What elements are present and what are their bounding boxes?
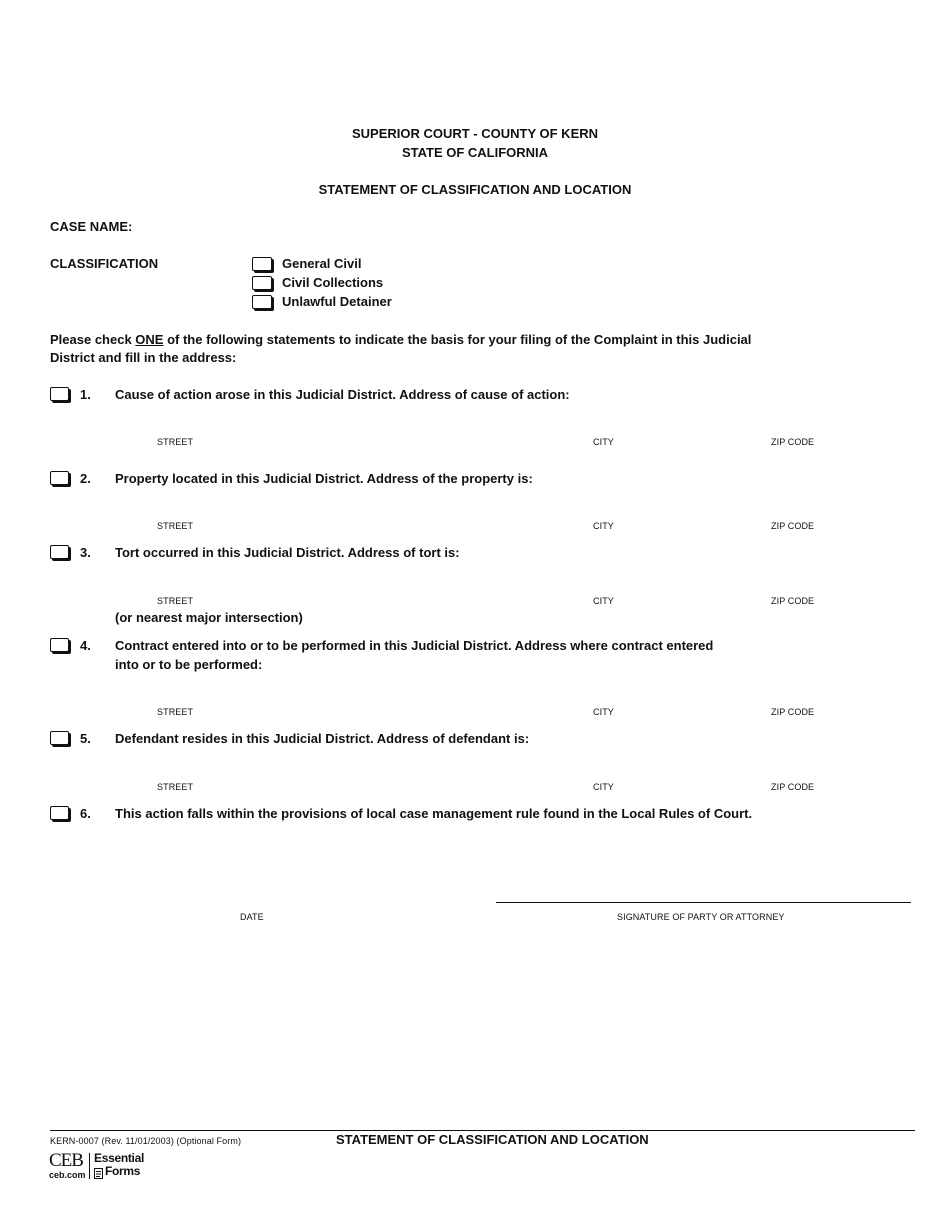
signature-label: SIGNATURE OF PARTY OR ATTORNEY (617, 912, 785, 922)
statement-1-number: 1. (80, 387, 91, 402)
instructions-line2: District and fill in the address: (50, 350, 237, 365)
ceb-essential-forms-logo (49, 1151, 159, 1183)
civil-collections-checkbox[interactable] (252, 276, 272, 290)
statement-1-text: Cause of action arose in this Judicial District. Address of cause of action: (115, 387, 570, 402)
statement-3-text: Tort occurred in this Judicial District. Address of tort is: (115, 545, 460, 560)
statement-3-zip-label: ZIP CODE (771, 596, 815, 606)
statement-2-checkbox[interactable] (50, 471, 69, 485)
statement-5-street-label: STREET (157, 782, 194, 792)
statement-1-zip-label: ZIP CODE (771, 437, 815, 447)
statement-5-city-label: CITY (593, 782, 614, 792)
civil-collections-label: Civil Collections (282, 275, 384, 290)
statement-2-text: Property located in this Judicial District. Address of the property is: (115, 471, 533, 486)
statement-5-number: 5. (80, 731, 91, 746)
statement-4-number: 4. (80, 638, 91, 653)
date-label: DATE (240, 912, 264, 922)
instructions-after: of the following statements to indicate the basis for your filing of the Complaint in this Judicial (163, 332, 752, 347)
statement-4-text-continued: into or to be performed: (115, 657, 263, 672)
statement-4-zip-label: ZIP CODE (771, 707, 815, 717)
form-id: KERN-0007 (Rev. 11/01/2003) (Optional Form) (50, 1136, 242, 1146)
statement-4-city-label: CITY (593, 707, 614, 717)
state-name: STATE OF CALIFORNIA (401, 145, 549, 160)
form-title: STATEMENT OF CLASSIFICATION AND LOCATION (318, 182, 632, 197)
signature-line[interactable] (496, 902, 911, 903)
statement-2-number: 2. (80, 471, 91, 486)
statement-3-checkbox[interactable] (50, 545, 69, 559)
forms-icon (94, 1166, 103, 1177)
statement-5-text: Defendant resides in this Judicial District. Address of defendant is: (115, 731, 530, 746)
footer-title: STATEMENT OF CLASSIFICATION AND LOCATION (336, 1132, 649, 1147)
statement-1-street-label: STREET (157, 437, 194, 447)
statement-2-city-label: CITY (593, 521, 614, 531)
footer-divider (50, 1130, 915, 1131)
court-name: SUPERIOR COURT - COUNTY OF KERN (351, 126, 599, 141)
statement-6-text: This action falls within the provisions of local case management rule found in the Local Rules of Court. (115, 806, 753, 821)
instructions-before: Please check (50, 332, 136, 347)
statement-3-number: 3. (80, 545, 91, 560)
statement-1-city-label: CITY (593, 437, 614, 447)
statement-4-street-label: STREET (157, 707, 194, 717)
statement-3-city-label: CITY (593, 596, 614, 606)
statement-5-checkbox[interactable] (50, 731, 69, 745)
ceb-logo-mark: CEB (49, 1150, 83, 1171)
statement-2-street-label: STREET (157, 521, 194, 531)
unlawful-detainer-checkbox[interactable] (252, 295, 272, 309)
instructions (50, 331, 751, 367)
case-name-label: CASE NAME: (50, 219, 133, 234)
general-civil-label: General Civil (282, 256, 362, 271)
logo-divider (89, 1153, 90, 1179)
statement-3-street-label: STREET (157, 596, 194, 606)
statement-2-zip-label: ZIP CODE (771, 521, 815, 531)
statement-1-checkbox[interactable] (50, 387, 69, 401)
ceb-site-text: ceb.com (49, 1170, 86, 1180)
statement-5-zip-label: ZIP CODE (771, 782, 815, 792)
essential-text: Essential (94, 1151, 144, 1165)
statement-4-text: Contract entered into or to be performed in this Judicial District. Address where contract entered (115, 638, 714, 653)
classification-label: CLASSIFICATION (50, 256, 159, 271)
forms-text: Forms (105, 1164, 141, 1178)
general-civil-checkbox[interactable] (252, 257, 272, 271)
statement-6-number: 6. (80, 806, 91, 821)
instructions-emphasis: ONE (135, 332, 164, 347)
statement-6-checkbox[interactable] (50, 806, 69, 820)
unlawful-detainer-label: Unlawful Detainer (282, 294, 392, 309)
statement-4-checkbox[interactable] (50, 638, 69, 652)
statement-3-note: (or nearest major intersection) (115, 610, 303, 625)
